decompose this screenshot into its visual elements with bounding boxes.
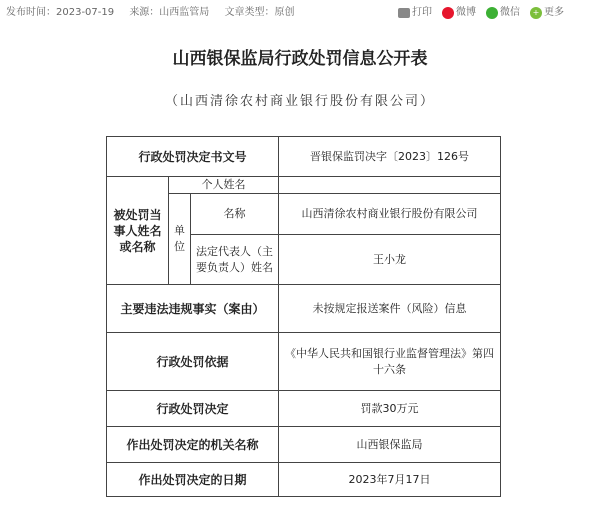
table-row — [107, 463, 501, 497]
print-button[interactable] — [398, 4, 432, 22]
date-label: 作出处罚决定的日期 — [107, 463, 279, 497]
unit-label: 单位 — [169, 194, 191, 285]
wechat-label: 微信 — [500, 7, 520, 18]
plus-icon: + — [530, 7, 542, 19]
basis-value: 《中华人民共和国银行业监督管理法》第四十六条 — [279, 333, 501, 391]
authority-label: 作出处罚决定的机关名称 — [107, 427, 279, 463]
table-row — [107, 177, 501, 194]
wechat-icon — [486, 7, 498, 19]
legal-rep-value: 王小龙 — [279, 235, 501, 285]
page-subtitle: （山西清徐农村商业银行股份有限公司） — [164, 94, 435, 109]
legal-rep-label: 法定代表人（主要负责人）姓名 — [191, 235, 279, 285]
decision-value: 罚款30万元 — [279, 391, 501, 427]
publish-time: 发布时间：2023-07-19 — [6, 7, 115, 18]
date-value: 2023年7月17日 — [279, 463, 501, 497]
weibo-icon — [442, 7, 454, 19]
table-row — [107, 427, 501, 463]
personal-name-label: 个人姓名 — [169, 177, 279, 194]
article-source: 来源：山西监管局 — [129, 7, 210, 18]
printer-icon — [398, 8, 410, 18]
decision-label: 行政处罚决定 — [107, 391, 279, 427]
table-row — [107, 333, 501, 391]
unit-name-label: 名称 — [191, 194, 279, 235]
violation-value: 未按规定报送案件（风险）信息 — [279, 285, 501, 333]
weibo-share-button[interactable] — [442, 4, 476, 22]
table-row — [107, 285, 501, 333]
table-row — [107, 137, 501, 177]
unit-name-value: 山西清徐农村商业银行股份有限公司 — [279, 194, 501, 235]
weibo-label: 微博 — [456, 7, 476, 18]
doc-no-label: 行政处罚决定书文号 — [107, 137, 279, 177]
article-type: 文章类型：原创 — [224, 7, 295, 18]
personal-name-value — [279, 177, 501, 194]
more-label: 更多 — [544, 7, 564, 18]
table-row — [107, 391, 501, 427]
more-share-button[interactable] — [530, 4, 564, 22]
doc-no-value: 晋银保监罚决字〔2023〕126号 — [279, 137, 501, 177]
authority-value: 山西银保监局 — [279, 427, 501, 463]
violation-label: 主要违法违规事实（案由） — [107, 285, 279, 333]
article-meta-bar — [0, 4, 600, 22]
share-bar — [398, 4, 564, 22]
print-label: 打印 — [412, 7, 432, 18]
page-title: 山西银保监局行政处罚信息公开表 — [172, 49, 428, 69]
basis-label: 行政处罚依据 — [107, 333, 279, 391]
penalty-info-table — [106, 136, 501, 497]
wechat-share-button[interactable] — [486, 4, 520, 22]
party-label: 被处罚当事人姓名或名称 — [107, 177, 169, 285]
